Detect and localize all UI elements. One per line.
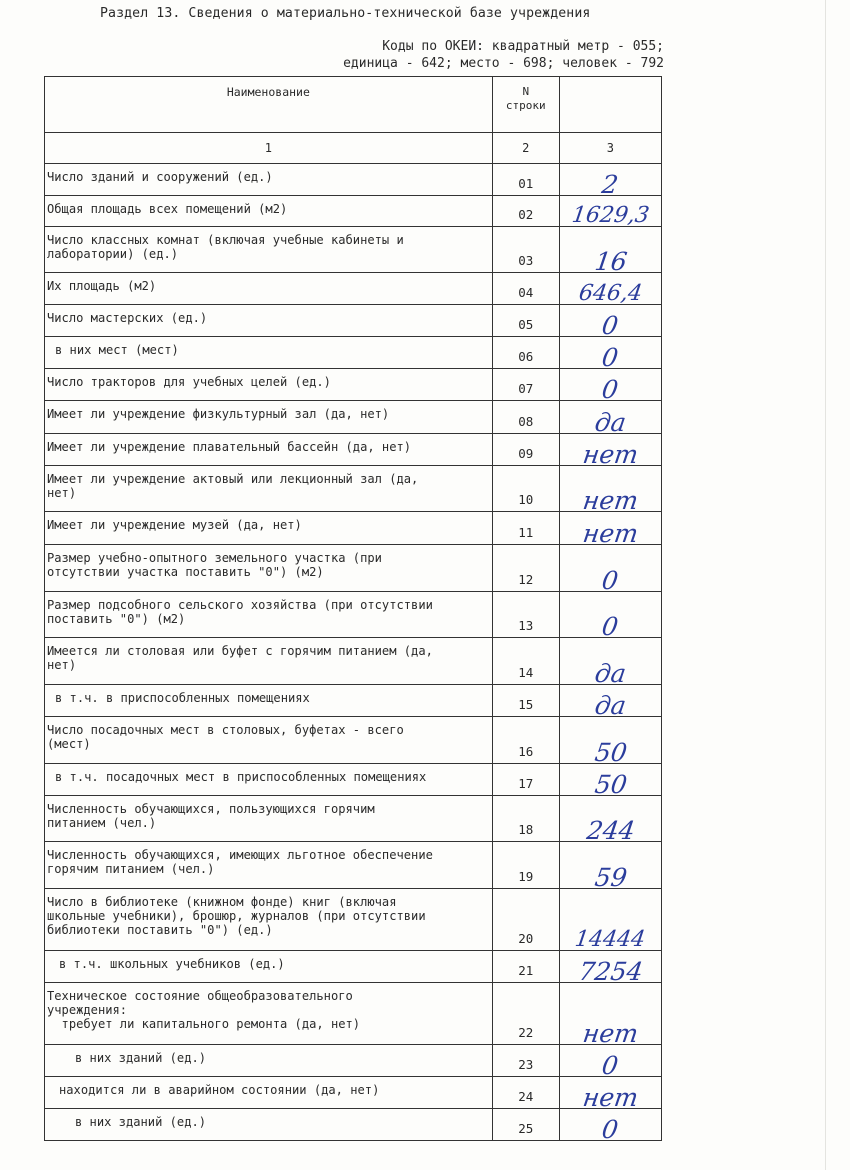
row-name: Число мастерских (ед.) [45, 305, 493, 337]
handwritten-value: 14444 [573, 927, 648, 952]
row-number: 19 [492, 842, 559, 889]
scan-edge [825, 0, 826, 1170]
row-name: Имеет ли учреждение музей (да, нет) [45, 512, 493, 545]
row-value-cell[interactable] [559, 196, 661, 227]
row-value-cell[interactable] [559, 369, 661, 404]
row-number: 02 [492, 196, 559, 227]
row-number: 10 [492, 466, 559, 512]
row-name: находится ли в аварийном состоянии (да, нет) [45, 1077, 493, 1109]
row-number: 21 [492, 951, 559, 983]
row-value-cell[interactable] [559, 1077, 661, 1112]
row-name: Размер учебно-опытного земельного участка (при отсутствии участка поставить "0") (м2) [45, 545, 493, 592]
row-value-cell[interactable] [559, 466, 661, 515]
handwritten-value: нет [580, 486, 640, 515]
header-number-sign: N [522, 85, 530, 98]
handwritten-value: 646,4 [577, 281, 644, 306]
row-value-cell[interactable] [559, 164, 661, 199]
table-row [45, 196, 662, 227]
row-value-cell[interactable] [559, 401, 661, 437]
row-name: в т.ч. школьных учебников (ед.) [45, 951, 493, 983]
table-row [45, 305, 662, 337]
row-value-cell[interactable] [559, 717, 661, 767]
header-name: Наименование [45, 77, 493, 133]
handwritten-value: 59 [592, 863, 629, 892]
table-row [45, 545, 662, 592]
row-value-cell[interactable] [559, 434, 661, 469]
row-number: 05 [492, 305, 559, 337]
handwritten-value: нет [580, 1083, 640, 1112]
okei-codes-line1: Коды по ОКЕИ: квадратный метр - 055; [382, 39, 664, 54]
handwritten-value: 50 [592, 770, 629, 799]
column-index-row [45, 133, 662, 164]
table-row [45, 434, 662, 466]
table-row [45, 227, 662, 273]
row-value-cell[interactable] [559, 764, 661, 799]
row-value-cell[interactable] [559, 337, 661, 372]
handwritten-value: да [593, 691, 628, 720]
row-name: Имеется ли столовая или буфет с горячим питанием (да, нет) [45, 638, 493, 685]
row-number: 13 [492, 592, 559, 638]
row-number: 17 [492, 764, 559, 796]
row-name: в них зданий (ед.) [45, 1045, 493, 1077]
handwritten-value: 0 [600, 612, 621, 641]
row-number: 20 [492, 889, 559, 951]
row-number: 04 [492, 273, 559, 305]
row-number: 06 [492, 337, 559, 369]
row-value-cell[interactable] [559, 592, 661, 641]
row-value-cell[interactable] [559, 305, 661, 340]
row-number: 03 [492, 227, 559, 273]
row-name: Техническое состояние общеобразовательного учреждения: требует ли капитального ремонта (да, нет) [45, 983, 493, 1045]
row-value-cell[interactable] [559, 545, 661, 595]
section-title: Раздел 13. Сведения о материально-технической базе учреждения [100, 6, 591, 21]
header-number-label: строки [505, 99, 546, 112]
material-base-table [44, 76, 662, 1144]
table-row [45, 889, 662, 951]
row-value-cell[interactable] [559, 273, 661, 305]
table-row [45, 983, 662, 1045]
row-value-cell[interactable] [559, 983, 661, 1048]
row-number: 09 [492, 434, 559, 466]
handwritten-value: 0 [600, 1115, 621, 1144]
row-number: 15 [492, 685, 559, 717]
handwritten-value: 244 [584, 816, 637, 845]
row-value-cell[interactable] [559, 227, 661, 276]
row-value-cell[interactable] [559, 889, 661, 951]
row-value-cell[interactable] [559, 1109, 661, 1144]
row-name: Число зданий и сооружений (ед.) [45, 164, 493, 196]
row-name: Их площадь (м2) [45, 273, 493, 305]
row-name: Имеет ли учреждение актовый или лекционный зал (да, нет) [45, 466, 493, 512]
row-value-cell[interactable] [559, 796, 661, 845]
column-index-1: 1 [45, 133, 493, 164]
table-row [45, 1045, 662, 1077]
row-name: в них зданий (ед.) [45, 1109, 493, 1141]
table-row [45, 337, 662, 369]
row-name: Число посадочных мест в столовых, буфетах - всего (мест) [45, 717, 493, 764]
handwritten-value: да [593, 408, 628, 437]
handwritten-value: 0 [600, 375, 621, 404]
handwritten-value: 0 [600, 311, 621, 340]
row-name: Численность обучающихся, пользующихся горячим питанием (чел.) [45, 796, 493, 842]
row-name: Общая площадь всех помещений (м2) [45, 196, 493, 227]
row-number: 01 [492, 164, 559, 196]
handwritten-value: 50 [592, 738, 629, 767]
row-name: Число классных комнат (включая учебные кабинеты и лаборатории) (ед.) [45, 227, 493, 273]
table-body [45, 164, 662, 1144]
table-row [45, 638, 662, 685]
table-row [45, 685, 662, 717]
row-number: 22 [492, 983, 559, 1045]
row-value-cell[interactable] [559, 512, 661, 548]
handwritten-value: 1629,3 [570, 203, 651, 228]
table-row [45, 951, 662, 983]
table-row [45, 401, 662, 434]
row-number: 14 [492, 638, 559, 685]
handwritten-value: нет [580, 440, 640, 469]
row-value-cell[interactable] [559, 638, 661, 688]
handwritten-value: нет [580, 519, 640, 548]
handwritten-value: да [593, 659, 628, 688]
row-name: Имеет ли учреждение физкультурный зал (да, нет) [45, 401, 493, 434]
table-row [45, 512, 662, 545]
handwritten-value: 16 [592, 247, 629, 276]
table-row [45, 369, 662, 401]
row-number: 24 [492, 1077, 559, 1109]
table-row [45, 842, 662, 889]
column-index-2: 2 [492, 133, 559, 164]
row-number: 25 [492, 1109, 559, 1141]
header-value [559, 77, 661, 133]
row-value-cell[interactable] [559, 951, 661, 986]
row-name: Имеет ли учреждение плавательный бассейн (да, нет) [45, 434, 493, 466]
table-row [45, 164, 662, 196]
table-row [45, 796, 662, 842]
row-number: 16 [492, 717, 559, 764]
table-row [45, 717, 662, 764]
row-name: Численность обучающихся, имеющих льготное обеспечение горячим питанием (чел.) [45, 842, 493, 889]
handwritten-value: 0 [600, 343, 621, 372]
table-row [45, 273, 662, 305]
handwritten-value: 0 [600, 566, 621, 595]
row-name: в т.ч. посадочных мест в приспособленных помещениях [45, 764, 493, 796]
row-number: 12 [492, 545, 559, 592]
row-value-cell[interactable] [559, 685, 661, 720]
row-name: Число в библиотеке (книжном фонде) книг (включая школьные учебники), брошюр, журналов (при отсутствии библиотеки поставить "0") (ед.) [45, 889, 493, 951]
row-value-cell[interactable] [559, 1045, 661, 1080]
handwritten-value: 7254 [576, 957, 645, 986]
table-row [45, 1109, 662, 1141]
handwritten-value: нет [580, 1019, 640, 1048]
row-value-cell[interactable] [559, 842, 661, 892]
column-index-3: 3 [559, 133, 661, 164]
table-row [45, 592, 662, 638]
row-number: 23 [492, 1045, 559, 1077]
row-number: 11 [492, 512, 559, 545]
row-name: в т.ч. в приспособленных помещениях [45, 685, 493, 717]
table-row [45, 1077, 662, 1109]
header-row-number [492, 77, 559, 133]
table-row [45, 466, 662, 512]
okei-codes-line2: единица - 642; место - 698; человек - 792 [343, 56, 664, 71]
row-number: 07 [492, 369, 559, 401]
handwritten-value: 2 [600, 170, 621, 199]
row-number: 18 [492, 796, 559, 842]
handwritten-value: 0 [600, 1051, 621, 1080]
row-name: в них мест (мест) [45, 337, 493, 369]
table-row [45, 764, 662, 796]
row-number: 08 [492, 401, 559, 434]
table-header-row [45, 77, 662, 133]
okei-codes [343, 38, 664, 72]
row-name: Размер подсобного сельского хозяйства (при отсутствии поставить "0") (м2) [45, 592, 493, 638]
row-name: Число тракторов для учебных целей (ед.) [45, 369, 493, 401]
